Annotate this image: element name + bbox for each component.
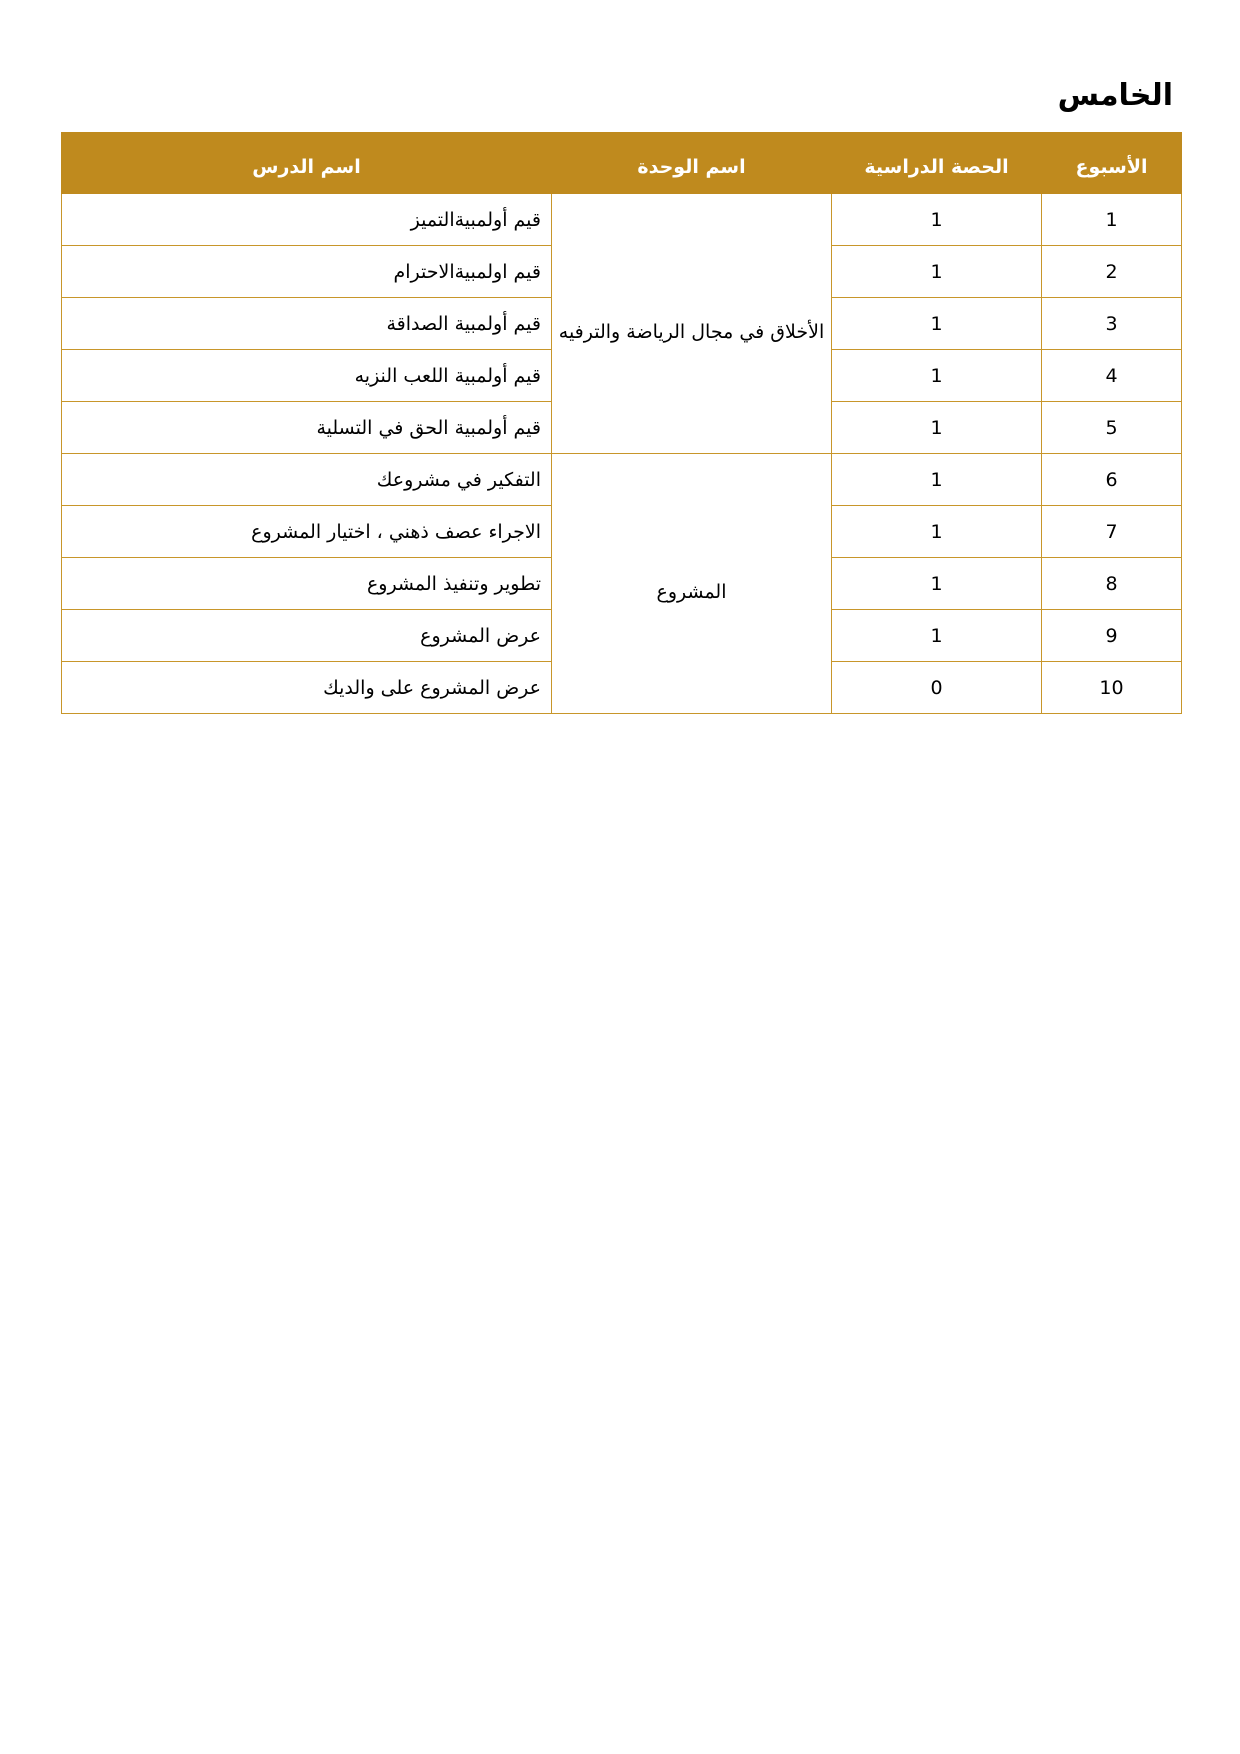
lesson-cell: قيم أولمبية الصداقة [62,298,552,350]
sessions-cell: 1 [832,350,1042,402]
header-unit: اسم الوحدة [552,133,832,194]
table-row [62,194,1182,246]
lesson-cell: قيم أولمبية اللعب النزيه [62,350,552,402]
sessions-cell: 1 [832,454,1042,506]
lesson-cell: عرض المشروع [62,610,552,662]
week-cell: 4 [1042,350,1182,402]
sessions-cell: 0 [832,662,1042,714]
header-lesson: اسم الدرس [62,133,552,194]
sessions-cell: 1 [832,610,1042,662]
unit-cell-project: المشروع [552,454,832,714]
page-title: الخامس [1057,78,1173,113]
lesson-cell: قيم أولمبيةالتميز [62,194,552,246]
week-cell: 9 [1042,610,1182,662]
table-header-row [62,133,1182,194]
week-cell: 3 [1042,298,1182,350]
sessions-cell: 1 [832,558,1042,610]
header-week: الأسبوع [1042,133,1182,194]
lesson-cell: قيم اولمبيةالاحترام [62,246,552,298]
week-cell: 7 [1042,506,1182,558]
sessions-cell: 1 [832,402,1042,454]
lesson-cell: الاجراء عصف ذهني ، اختيار المشروع [62,506,552,558]
week-cell: 2 [1042,246,1182,298]
unit-cell-ethics: الأخلاق في مجال الرياضة والترفيه [552,194,832,454]
sessions-cell: 1 [832,194,1042,246]
sessions-cell: 1 [832,506,1042,558]
week-cell: 8 [1042,558,1182,610]
curriculum-table [61,132,1182,714]
week-cell: 10 [1042,662,1182,714]
week-cell: 5 [1042,402,1182,454]
sessions-cell: 1 [832,246,1042,298]
lesson-cell: التفكير في مشروعك [62,454,552,506]
table-row [62,454,1182,506]
week-cell: 6 [1042,454,1182,506]
lesson-cell: عرض المشروع على والديك [62,662,552,714]
lesson-cell: قيم أولمبية الحق في التسلية [62,402,552,454]
week-cell: 1 [1042,194,1182,246]
sessions-cell: 1 [832,298,1042,350]
header-sessions: الحصة الدراسية [832,133,1042,194]
lesson-cell: تطوير وتنفيذ المشروع [62,558,552,610]
